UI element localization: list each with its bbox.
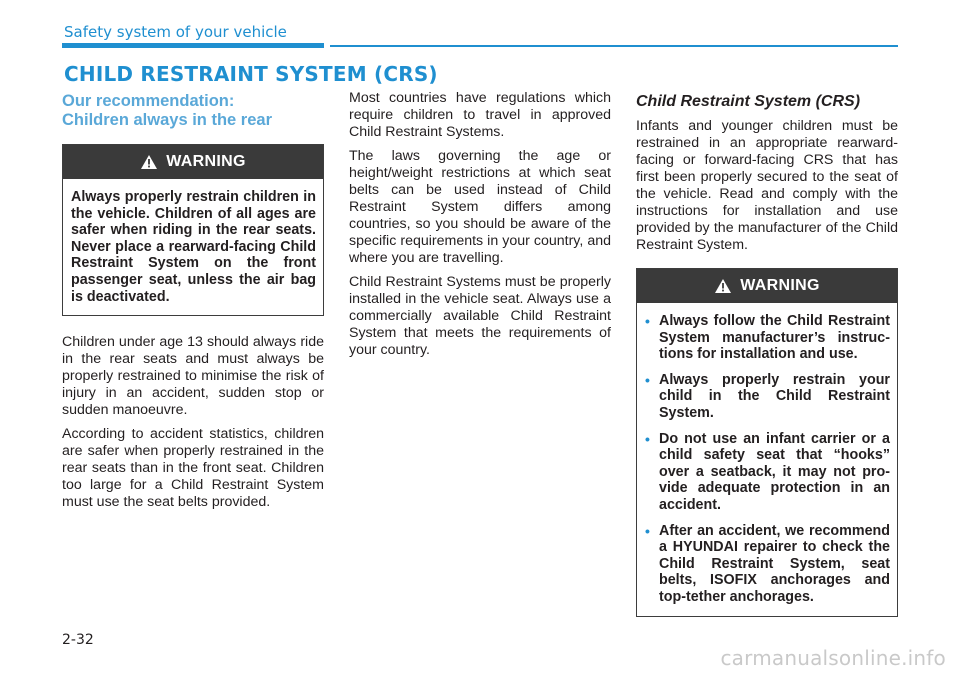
paragraph: Children under age 13 should always ride in the rear seats and must always be properly restrained to minimise the risk of injury in an accident, sudden stop or sudden manoeuvre. <box>62 334 324 419</box>
paragraph: The laws governing the age or height/weight restrictions at which seat belts can be used instead of Child Restraint System differs among countries, so you should be aware of the specific requirements in your country, and where you are travelling. <box>349 148 611 266</box>
column-3 <box>636 92 898 617</box>
section-label: Safety system of your vehicle <box>64 23 287 41</box>
warning-triangle-icon <box>140 154 158 170</box>
bullet-icon: • <box>645 522 650 539</box>
warning-list-item <box>645 431 890 514</box>
bullet-icon: • <box>645 313 650 329</box>
warning-title: WARNING <box>740 277 820 294</box>
warning-list-item <box>645 313 890 363</box>
header-rule-thin <box>330 45 898 47</box>
column-2 <box>349 90 611 366</box>
paragraph: Child Restraint Systems must be properly installed in the vehicle seat. Always use a commercially available Child Restraint System that meets the requirements of your country. <box>349 274 611 358</box>
warning-list-body <box>637 303 897 616</box>
page-number: 2-32 <box>62 632 94 648</box>
warning-list-item <box>645 372 890 422</box>
warning-box-1 <box>62 144 324 316</box>
header-rule-thick <box>62 43 324 48</box>
paragraph: Infants and younger children must be restrained in an appropriate rearward-facing or forward-facing CRS that has first been properly secured to the seat of the vehicle. Read and comply with the instructions for installation and use provided by the manufacturer of the Child Restraint System. <box>636 118 898 253</box>
warning-item-text: Always properly restrain your child in the Child Restraint System. <box>659 371 890 421</box>
bullet-icon: • <box>645 371 650 388</box>
watermark: carmanualsonline.info <box>720 646 946 670</box>
warning-text: Always properly restrain children in the vehicle. Children of all ages are safer when riding in the rear seats. Never place a rearward-facing Child Restraint System on the front passenger seat, unless the air bag is deactivated. <box>71 189 316 305</box>
warning-item-text: Do not use an infant carrier or a child safety seat that “hooks” over a seatback, it may not provide adequate protection in an accident. <box>659 430 890 513</box>
bullet-icon: • <box>645 430 650 447</box>
crs-heading: Child Restraint System (CRS) <box>636 93 861 110</box>
chapter-title: CHILD RESTRAINT SYSTEM (CRS) <box>64 62 438 86</box>
warning-header <box>637 269 897 303</box>
warning-item-text: Always follow the Child Restraint System manufacturer’s instructions for installation and use. <box>659 313 890 363</box>
column-1 <box>62 92 324 518</box>
warning-triangle-icon <box>714 278 732 294</box>
recommendation-heading <box>62 92 324 130</box>
recommendation-heading-line1: Our recommendation: <box>62 92 235 110</box>
warning-header <box>63 145 323 179</box>
warning-box-2 <box>636 268 898 617</box>
warning-item-text: After an accident, we recommend a HYUNDAI repairer to check the Child Restraint System, seat belts, ISOFIX anchorages and top-tether anchorages. <box>659 522 890 605</box>
recommendation-heading-line2: Children always in the rear <box>62 111 272 129</box>
warning-title: WARNING <box>166 153 246 170</box>
paragraph: According to accident statistics, children are safer when properly restrained in the rear seats than in the front seat. Children too large for a Child Restraint System must use the seat belts provided. <box>62 426 324 511</box>
paragraph: Most countries have regulations which require children to travel in approved Child Restraint Systems. <box>349 90 611 140</box>
warning-list-item <box>645 523 890 606</box>
warning-list <box>645 313 890 606</box>
